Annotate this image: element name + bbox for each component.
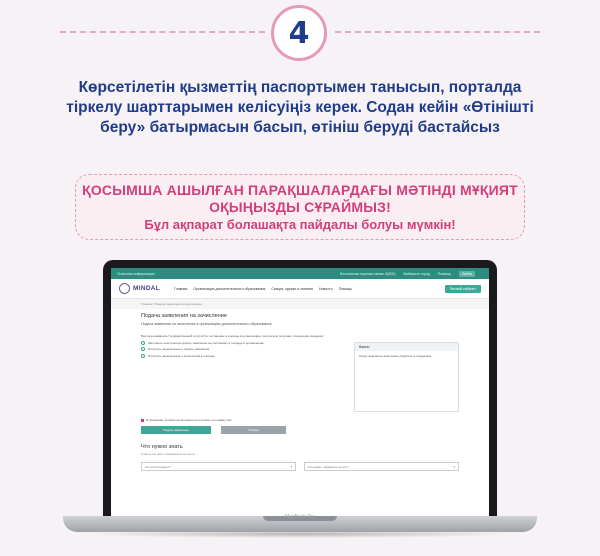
faq-select-2[interactable] (304, 462, 459, 471)
logo-mark-icon (119, 283, 130, 294)
main-content (111, 309, 489, 475)
cabinet-button[interactable]: Личный кабинет (445, 285, 481, 293)
laptop-screen (111, 268, 489, 518)
site-logo[interactable] (119, 283, 160, 294)
nav-links (174, 287, 445, 291)
topbar-hotline: Бесплатная горячая линия: 8(800) (339, 271, 396, 276)
site-topbar (111, 268, 489, 279)
info-panel-body: Перед подачей на зачисление убедитесь в следующем... (359, 354, 434, 358)
content-columns (141, 334, 459, 412)
divider-right (335, 31, 540, 33)
nav-link-sections[interactable]: Секции, кружки и занятия (271, 286, 314, 291)
step-item (141, 354, 344, 359)
chevron-down-icon: ▾ (290, 464, 292, 469)
step-item (141, 347, 344, 352)
instruction-text: Көрсетілетін қызметтің паспортымен танысып, порталда тіркелу шарттарымен келісуіңіз керек. Содан кейін «Өтінішті беру» батырмасын басып, өтініш беруді бастайсыз (66, 79, 534, 136)
form-buttons (141, 426, 459, 434)
topbar-info-link[interactable]: Полезная информация (117, 271, 155, 276)
check-icon (141, 354, 145, 358)
consent-checkbox[interactable] (141, 419, 144, 422)
page-subtitle: Подача заявления на зачисление в организацию дополнительного образования (141, 322, 272, 326)
topbar-login-button[interactable]: Войти (459, 271, 475, 277)
breadcrumb[interactable]: Главная / Подача заявления на зачисление (111, 299, 489, 309)
step-text: Получить уведомление о зачислении в очередь. (148, 353, 216, 358)
check-icon (141, 347, 145, 351)
faq-title: Что нужно знать (141, 444, 183, 450)
faq-subtitle: Ответы на часто задаваемые вопросы (141, 452, 195, 456)
chevron-down-icon: ▾ (453, 464, 455, 469)
divider-left (60, 31, 265, 33)
nav-link-home[interactable]: Главная (174, 286, 188, 291)
cancel-button[interactable]: Отмена (221, 426, 286, 434)
topbar-help[interactable]: Помощь (437, 271, 452, 276)
faq-selects (141, 462, 459, 471)
nav-link-news[interactable]: Новости (319, 286, 333, 291)
info-panel-title: Важно (355, 343, 458, 351)
consent-label: Я принимаю условия регистрации на портале и отправку смс (146, 418, 232, 422)
topbar-city[interactable]: Выберите город (403, 271, 430, 276)
steps-column (141, 334, 354, 412)
faq-select-2-label: Кто может оказывать услугу? (308, 464, 349, 469)
warning-line-2: ОҚЫҢЫЗДЫ СҰРАЙМЫЗ! (209, 199, 391, 215)
faq-select-1[interactable] (141, 462, 296, 471)
submit-application-button[interactable]: Подать заявление (141, 426, 211, 434)
faq-select-1-label: Кто регистрирует? (145, 464, 171, 469)
steps-intro: Воспользовавшись Государственной услугой по постановке в очередь в организацию, получатели получают следующие сведения: (141, 334, 324, 338)
site-navbar (111, 279, 489, 299)
step-text: Заполнить электронную форму заявления на постановку в очередь в организацию. (148, 340, 265, 345)
warning-line-3: Бұл ақпарат болашақта пайдалы болуы мүмкін! (144, 217, 456, 232)
step-item (141, 341, 344, 346)
logo-text: MINDAL (133, 285, 161, 292)
page-title: Подача заявления на зачисление (141, 313, 227, 319)
laptop-model-label: MacBook Pro (284, 514, 315, 520)
warning-box (75, 174, 525, 240)
nav-link-organizations[interactable]: Организации дополнительного образования (193, 286, 266, 291)
nav-link-help[interactable]: Помощь (338, 286, 353, 291)
step-text: Получить уведомление о подаче заявления. (148, 347, 210, 351)
consent-row[interactable] (141, 418, 459, 422)
warning-line-1: ҚОСЫМША АШЫЛҒАН ПАРАҚШАЛАРДАҒЫ МӘТІНДІ МҰҚИЯТ (82, 182, 518, 198)
check-icon (141, 341, 145, 345)
info-panel (354, 342, 459, 412)
laptop-lid (103, 260, 497, 522)
step-number-badge: 4 (271, 5, 327, 61)
